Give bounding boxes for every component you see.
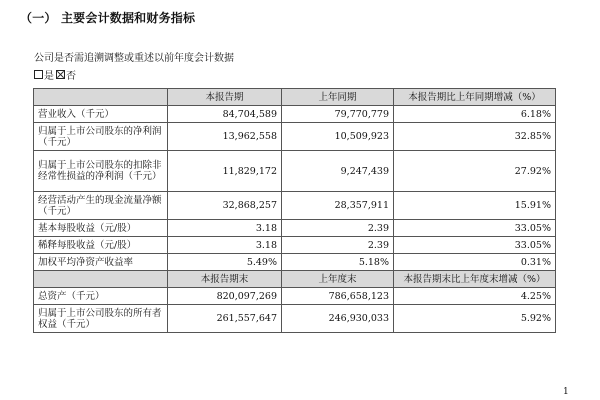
row-current-value: 261,557,647 xyxy=(168,305,282,333)
row-change-value: 32.85% xyxy=(394,123,556,151)
table-row xyxy=(34,237,556,254)
row-previous-value: 28,357,911 xyxy=(282,192,394,220)
row-previous-value: 10,509,923 xyxy=(282,123,394,151)
restatement-choices xyxy=(34,67,78,82)
row-label: 基本每股收益（元/股） xyxy=(34,220,168,237)
row-change-value: 5.92% xyxy=(394,305,556,333)
row-current-value: 3.18 xyxy=(168,220,282,237)
table2-header-current: 本报告期末 xyxy=(168,271,282,288)
table-row xyxy=(34,288,556,305)
row-current-value: 11,829,172 xyxy=(168,151,282,192)
row-previous-value: 2.39 xyxy=(282,237,394,254)
row-previous-value: 79,770,779 xyxy=(282,106,394,123)
checkbox-yes-icon[interactable] xyxy=(34,70,43,79)
table2-header-change: 本报告期末比上年度末增减（%） xyxy=(394,271,556,288)
checkbox-no-checked-icon[interactable] xyxy=(56,70,65,79)
row-change-value: 4.25% xyxy=(394,288,556,305)
table1-header-current: 本报告期 xyxy=(168,89,282,106)
table-row xyxy=(34,254,556,271)
row-label: 归属于上市公司股东的所有者权益（千元） xyxy=(34,305,168,333)
row-previous-value: 246,930,033 xyxy=(282,305,394,333)
table-row xyxy=(34,305,556,333)
table1-header-blank xyxy=(34,89,168,106)
row-label: 稀释每股收益（元/股） xyxy=(34,237,168,254)
row-change-value: 0.31% xyxy=(394,254,556,271)
row-current-value: 5.49% xyxy=(168,254,282,271)
row-previous-value: 2.39 xyxy=(282,220,394,237)
row-current-value: 3.18 xyxy=(168,237,282,254)
row-change-value: 27.92% xyxy=(394,151,556,192)
choice-no-label: 否 xyxy=(66,71,76,82)
row-label: 营业收入（千元） xyxy=(34,106,168,123)
section-heading: （一） 主要会计数据和财务指标 xyxy=(20,11,196,25)
row-change-value: 33.05% xyxy=(394,220,556,237)
row-current-value: 84,704,589 xyxy=(168,106,282,123)
table2-header-row xyxy=(34,271,556,288)
table2-header-blank xyxy=(34,271,168,288)
row-label: 归属于上市公司股东的扣除非经常性损益的净利润（千元） xyxy=(34,151,168,192)
row-change-value: 6.18% xyxy=(394,106,556,123)
row-label: 加权平均净资产收益率 xyxy=(34,254,168,271)
table-row xyxy=(34,106,556,123)
row-current-value: 32,868,257 xyxy=(168,192,282,220)
table-row xyxy=(34,151,556,192)
table1-header-row xyxy=(34,89,556,106)
row-previous-value: 5.18% xyxy=(282,254,394,271)
table-row xyxy=(34,123,556,151)
page-number: 1 xyxy=(563,387,569,397)
table1-header-previous: 上年同期 xyxy=(282,89,394,106)
row-label: 归属于上市公司股东的净利润（千元） xyxy=(34,123,168,151)
table1-header-change: 本报告期比上年同期增减（%） xyxy=(394,89,556,106)
table2-header-previous: 上年度末 xyxy=(282,271,394,288)
table-row xyxy=(34,192,556,220)
row-current-value: 13,962,558 xyxy=(168,123,282,151)
row-current-value: 820,097,269 xyxy=(168,288,282,305)
row-label: 经营活动产生的现金流量净额（千元） xyxy=(34,192,168,220)
row-previous-value: 786,658,123 xyxy=(282,288,394,305)
row-change-value: 15.91% xyxy=(394,192,556,220)
choice-yes-label: 是 xyxy=(44,71,54,82)
table-row xyxy=(34,220,556,237)
restatement-question: 公司是否需追溯调整或重述以前年度会计数据 xyxy=(34,53,234,64)
row-previous-value: 9,247,439 xyxy=(282,151,394,192)
row-label: 总资产（千元） xyxy=(34,288,168,305)
row-change-value: 33.05% xyxy=(394,237,556,254)
financial-data-table xyxy=(33,88,556,333)
